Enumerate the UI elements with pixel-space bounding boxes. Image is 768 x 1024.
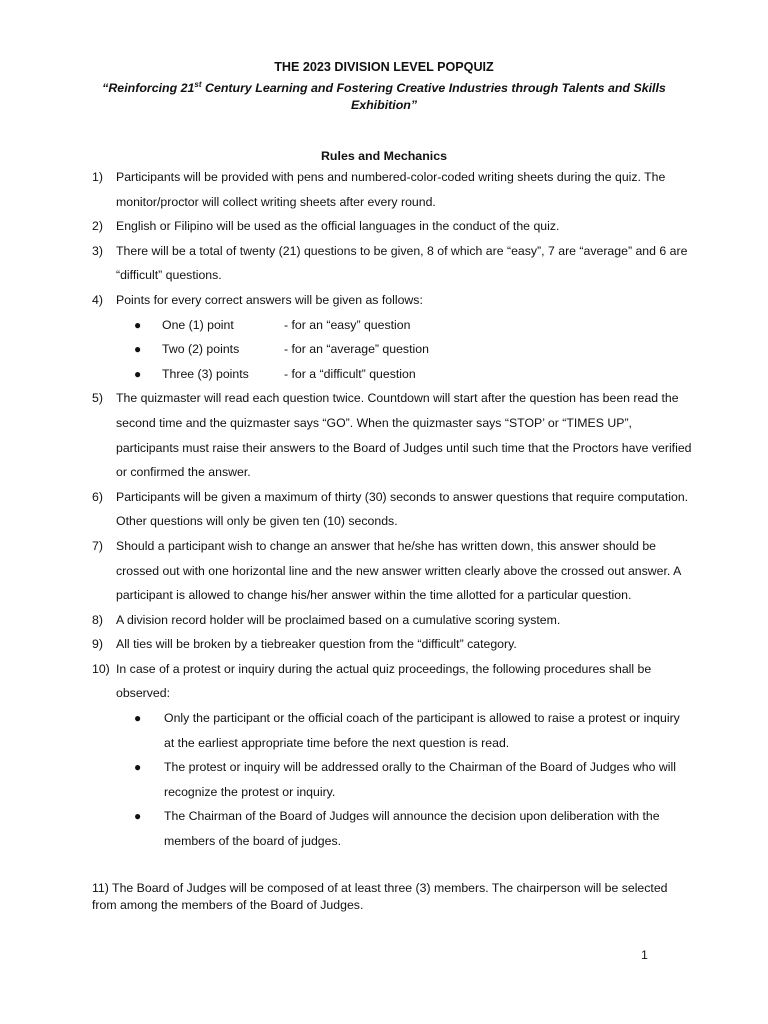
rule-text: Points for every correct answers will be given as follows: (116, 292, 423, 307)
procedure-text: The protest or inquiry will be addressed orally to the Chairman of the Board of Judges who will recognize the protest or inquiry. (164, 760, 676, 799)
procedure-text: Only the participant or the official coach of the participant is allowed to raise a protest or inquiry at the earliest appropriate time before the next question is read. (164, 711, 680, 750)
rule-item-3 (92, 239, 692, 288)
rule-number: 10) (92, 661, 110, 676)
rule-item-7 (92, 534, 692, 608)
points-list (116, 313, 692, 387)
subtitle-main: “Reinforcing 21 (102, 81, 195, 96)
rule-text: In case of a protest or inquiry during the actual quiz proceedings, the following procedures shall be observed: (116, 661, 652, 701)
rule-item-1 (92, 165, 692, 214)
rules-list (92, 165, 692, 854)
rule-text: The quizmaster will read each question twice. Countdown will start after the question has been read the second time and the quizmaster says “GO”. When the quizmaster says “STOP’ or “TIMES UP”, participants must raise their answers to the Board of Judges until such time that the Proctors have verified or confirmed the answer. (116, 391, 692, 480)
bullet-icon: ● (134, 342, 142, 357)
rule-number: 3) (92, 243, 103, 258)
rule-number: 4) (92, 292, 103, 307)
points-label: One (1) point (162, 317, 234, 332)
rule-number: 2) (92, 219, 103, 234)
rule-number: 9) (92, 637, 103, 652)
points-desc: - for an “easy” question (284, 317, 411, 332)
points-desc: - for a “difficult” question (284, 366, 416, 381)
document-subtitle (100, 76, 668, 114)
procedure-item (116, 755, 692, 804)
rule-text: Participants will be provided with pens and numbered-color-coded writing sheets during the quiz. The monitor/proctor will collect writing sheets after every round. (116, 170, 666, 209)
points-item (116, 362, 692, 387)
bullet-icon: ● (134, 366, 142, 381)
rule-number: 7) (92, 538, 103, 553)
rule-item-4 (92, 288, 692, 386)
rule-number: 8) (92, 612, 103, 627)
rule-item-2 (92, 214, 692, 239)
rule-text: Participants will be given a maximum of thirty (30) seconds to answer questions that require computation. Other questions will only be given ten (10) seconds. (116, 489, 689, 529)
rule-number: 5) (92, 391, 103, 406)
bullet-icon: ● (134, 760, 142, 775)
points-desc: - for an “average” question (284, 342, 429, 357)
subtitle-superscript: st (194, 80, 202, 89)
procedure-text: The Chairman of the Board of Judges will announce the decision upon deliberation with the members of the board of judges. (164, 809, 660, 849)
bullet-icon: ● (134, 809, 142, 824)
points-label: Two (2) points (162, 342, 240, 357)
procedure-item (116, 804, 692, 853)
rule-item-5 (92, 386, 692, 484)
subtitle-rest: Century Learning and Fostering Creative Industries through Talents and Skills Exhibition” (201, 81, 666, 113)
points-item (116, 337, 692, 362)
points-item (116, 313, 692, 338)
bullet-icon: ● (134, 317, 142, 332)
rule-item-11: 11) The Board of Judges will be composed of at least three (3) members. The chairperson will be selected from among the members of the Board of Judges. (92, 881, 668, 912)
rule-number: 6) (92, 489, 103, 504)
rule-item-10 (92, 657, 692, 854)
rule-item-6 (92, 485, 692, 534)
points-label: Three (3) points (162, 366, 249, 381)
rule-text: English or Filipino will be used as the official languages in the conduct of the quiz. (116, 219, 560, 234)
bullet-icon: ● (134, 711, 142, 726)
rule-item-9 (92, 632, 692, 657)
rule-item-8 (92, 608, 692, 633)
rule-number: 1) (92, 170, 103, 184)
rule-text: A division record holder will be proclaimed based on a cumulative scoring system. (116, 612, 561, 627)
protest-procedures-list (116, 706, 692, 854)
rule-text: All ties will be broken by a tiebreaker question from the “difficult” category. (116, 637, 517, 652)
section-heading: Rules and Mechanics (320, 149, 447, 163)
page-number: 1 (641, 948, 648, 962)
rule-text: There will be a total of twenty (21) questions to be given, 8 of which are “easy”, 7 are “average” and 6 are “difficult” questions. (116, 243, 688, 283)
procedure-item (116, 706, 692, 755)
rule-text: Should a participant wish to change an answer that he/she has written down, this answer should be crossed out with one horizontal line and the new answer written clearly above the crossed out answer. A participant is allowed to change his/her answer within the time allotted for a particular question. (116, 538, 681, 603)
document-title: THE 2023 DIVISION LEVEL POPQUIZ (274, 60, 494, 74)
